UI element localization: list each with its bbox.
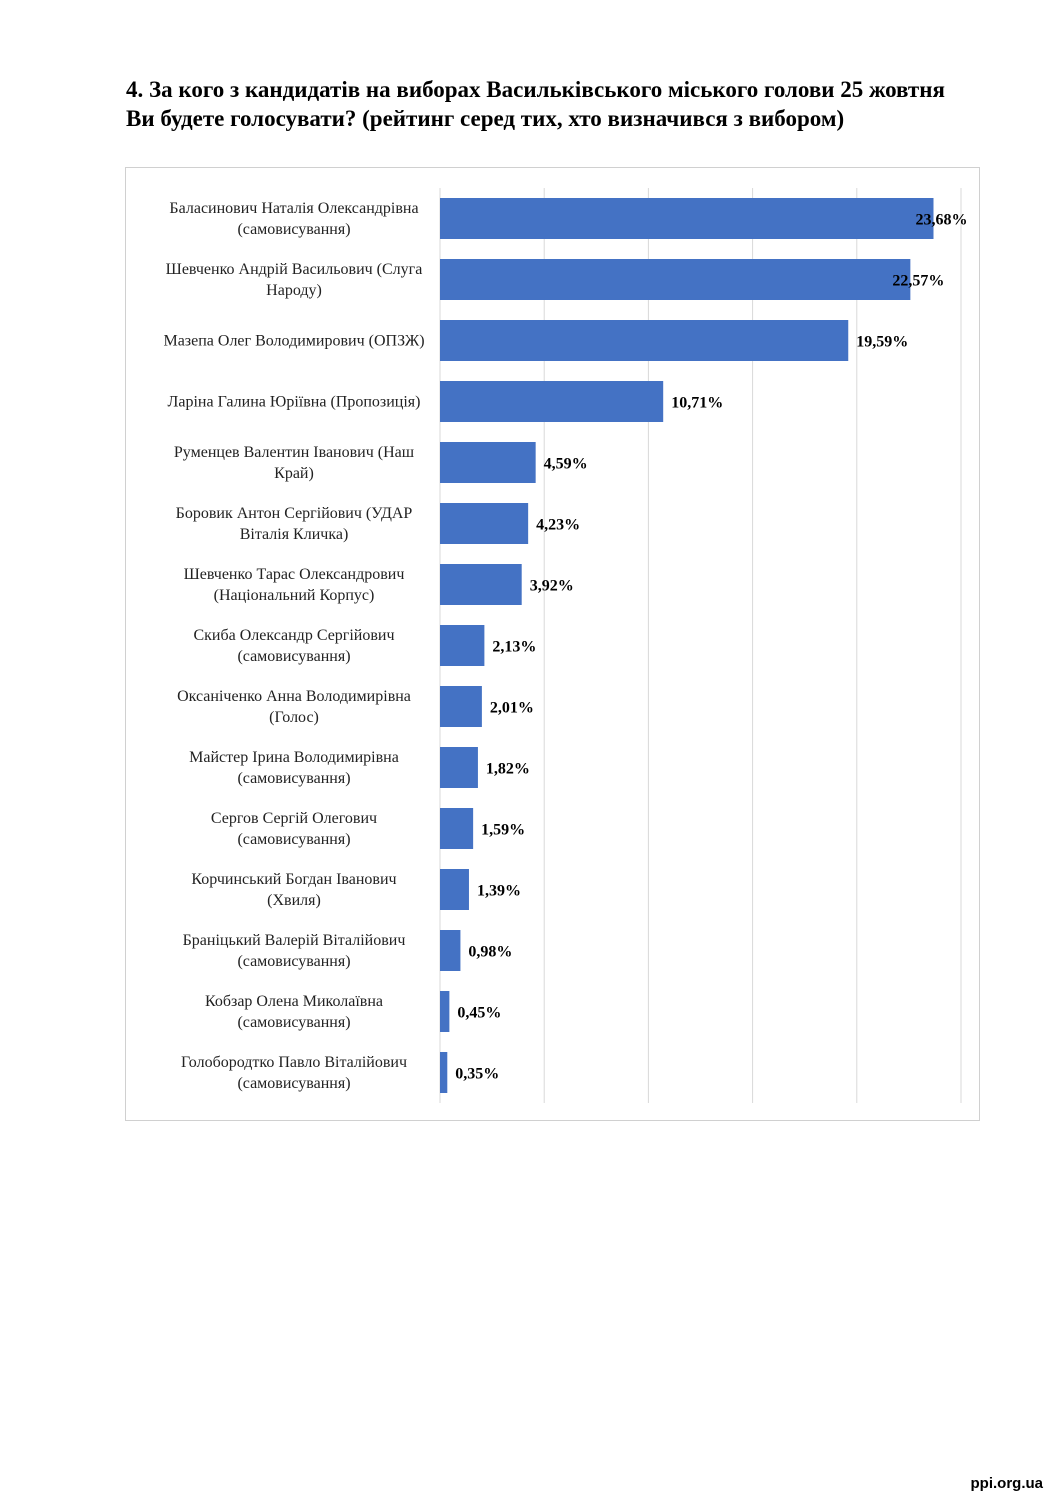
value-label-10: 1,82% bbox=[485, 760, 530, 778]
value-label-13: 0,98% bbox=[468, 943, 513, 961]
value-label-2: 22,57% bbox=[892, 272, 945, 290]
category-label-10: Майстер Ірина Володимирівна (самовисування) bbox=[189, 749, 399, 787]
bar-13 bbox=[440, 930, 460, 971]
value-label-9: 2,01% bbox=[489, 699, 534, 717]
bar-8 bbox=[440, 625, 484, 666]
category-label-15: Голобородтко Павло Віталійович (самовисування) bbox=[180, 1054, 408, 1092]
category-label-1: Баласинович Наталія Олександрівна (самовисування) bbox=[169, 200, 419, 238]
value-label-5: 4,59% bbox=[543, 455, 588, 473]
category-label-7: Шевченко Тарас Олександрович (Національний Корпус) bbox=[183, 566, 405, 604]
category-label-12: Корчинський Богдан Іванович (Хвиля) bbox=[191, 871, 397, 909]
category-label-2: Шевченко Андрій Васильович (Слуга Народу) bbox=[165, 261, 423, 299]
value-label-11: 1,59% bbox=[481, 821, 526, 839]
category-label-11: Сергов Сергій Олегович (самовисування) bbox=[210, 810, 378, 848]
value-label-7: 3,92% bbox=[529, 577, 574, 595]
value-label-3: 19,59% bbox=[856, 333, 909, 351]
value-label-15: 0,35% bbox=[455, 1065, 500, 1083]
bar-7 bbox=[440, 564, 522, 605]
value-label-8: 2,13% bbox=[492, 638, 537, 656]
bar-15 bbox=[440, 1052, 447, 1093]
category-label-4: Ларіна Галина Юріївна (Пропозиція) bbox=[167, 393, 421, 411]
bar-9 bbox=[440, 686, 482, 727]
chart-frame bbox=[125, 167, 980, 1121]
bar-11 bbox=[440, 808, 473, 849]
category-label-3: Мазепа Олег Володимирович (ОПЗЖ) bbox=[163, 332, 425, 350]
value-label-12: 1,39% bbox=[476, 882, 521, 900]
bar-6 bbox=[440, 503, 528, 544]
bar-chart bbox=[126, 168, 979, 1120]
category-label-13: Браніцький Валерій Віталійович (самовисування) bbox=[182, 932, 406, 970]
category-label-14: Кобзар Олена Миколаївна (самовисування) bbox=[204, 993, 384, 1031]
value-label-1: 23,68% bbox=[915, 211, 968, 229]
value-label-6: 4,23% bbox=[536, 516, 581, 534]
category-label-9: Оксаніченко Анна Володимирівна (Голос) bbox=[177, 688, 411, 726]
bar-5 bbox=[440, 442, 536, 483]
bar-12 bbox=[440, 869, 469, 910]
category-label-5: Руменцев Валентин Іванович (Наш Край) bbox=[173, 444, 415, 482]
category-label-6: Боровик Антон Сергійович (УДАР Віталія Кличка) bbox=[175, 505, 413, 543]
bar-3 bbox=[440, 320, 848, 361]
bar-14 bbox=[440, 991, 449, 1032]
value-label-14: 0,45% bbox=[457, 1004, 502, 1022]
bar-10 bbox=[440, 747, 478, 788]
chart-heading: 4. За кого з кандидатів на виборах Васильківського міського голови 25 жовтня Ви будете голосувати? (рейтинг серед тих, хто визначився з вибором) bbox=[126, 77, 945, 131]
bar-4 bbox=[440, 381, 663, 422]
category-label-8: Скиба Олександр Сергійович (самовисування) bbox=[193, 627, 395, 665]
value-label-4: 10,71% bbox=[671, 394, 724, 412]
watermark: ppi.org.ua bbox=[970, 1475, 1043, 1492]
bar-2 bbox=[440, 259, 910, 300]
bar-1 bbox=[440, 198, 933, 239]
